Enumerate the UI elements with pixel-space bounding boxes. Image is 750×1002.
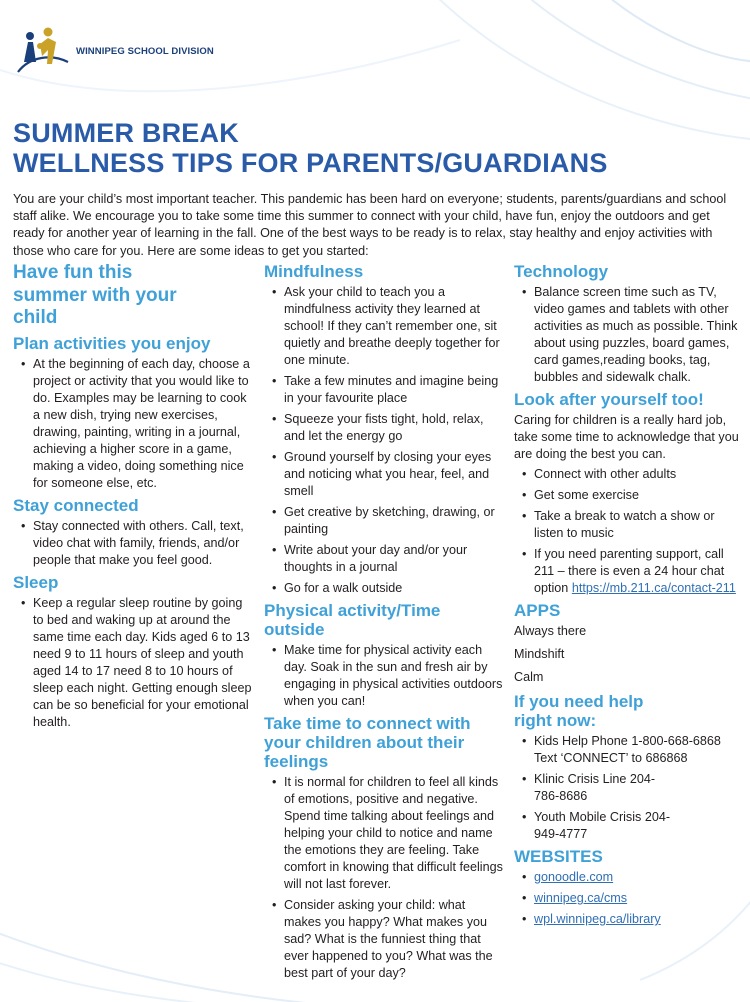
mindfulness-heading: Mindfulness	[264, 262, 364, 281]
website-link[interactable]: wpl.winnipeg.ca/library	[534, 912, 661, 926]
list-item: • Write about your day and/or your thoughts in a journal	[264, 542, 504, 576]
stay-connected-list	[13, 518, 253, 569]
list-item: • Get some exercise	[514, 487, 744, 504]
apps-list	[514, 623, 744, 686]
physical-activity-list	[264, 642, 504, 710]
list-item: • Keep a regular sleep routine by going to bed and waking up at around the same time each day. Kids aged 6 to 13 need 9 to 11 hours of sleep and youth aged 14 to 17 need 8 to 10 hours of sleep each night. Getting enough sleep can be so beneficial for your emotional health.	[13, 595, 253, 731]
list-item: • Connect with other adults	[514, 466, 744, 483]
list-item: • It is normal for children to feel all kinds of emotions, positive and negative. Spend time talking about feelings and helping your child to notice and name the emotions they are feeling. Take comfort in knowing that difficult feelings will not last forever.	[264, 774, 504, 893]
list-item: • Youth Mobile Crisis 204-949-4777	[514, 809, 674, 843]
list-item: • Balance screen time such as TV, video games and tablets with other activities as much as possible. Think about using puzzles, board games, card games,reading books, tag, bubbles and sidewalk chalk.	[514, 284, 744, 386]
sleep-heading: Sleep	[13, 572, 59, 592]
technology-list	[514, 284, 744, 386]
connect-feelings-heading: Take time to connect with your children about their feelings	[264, 714, 471, 771]
list-item	[514, 869, 744, 886]
list-item: • Take a few minutes and imagine being in your favourite place	[264, 373, 504, 407]
contact-211-link[interactable]: https://mb.211.ca/contact-211	[571, 581, 736, 595]
list-item: • Consider asking your child: what makes you happy? What makes you sad? What is the funniest thing that ever happened to you? What was the best part of your day?	[264, 897, 504, 982]
look-after-text: Caring for children is a really hard job, take some time to acknowledge that you are doing the best you can.	[514, 413, 739, 461]
parenting-support-text: If you need parenting support, call 211 – there is even a 24 hour chat option	[534, 547, 725, 595]
app-item: Calm	[514, 670, 544, 684]
list-item: • Kids Help Phone 1-800-668-6868 Text ‘CONNECT’ to 686868	[514, 733, 734, 767]
apps-heading: APPS	[514, 601, 561, 620]
list-item	[514, 911, 744, 928]
look-after-list	[514, 466, 744, 597]
list-item: • Get creative by sketching, drawing, or painting	[264, 504, 504, 538]
website-link[interactable]: winnipeg.ca/cms	[534, 891, 628, 905]
list-item: • Take a break to watch a show or listen to music	[514, 508, 744, 542]
family-logo-icon	[14, 26, 70, 76]
list-item: • Ask your child to teach you a mindfulness activity they learned at school! If they can’t remember one, sit quietly and breathe deeply together for one minute.	[264, 284, 504, 369]
column-2	[264, 262, 504, 986]
websites-heading: WEBSITES	[514, 847, 603, 866]
app-item: Mindshift	[514, 647, 565, 661]
physical-activity-heading: Physical activity/Time outside	[264, 601, 441, 639]
list-item: • Squeeze your fists tight, hold, relax, and let the energy go	[264, 411, 504, 445]
technology-heading: Technology	[514, 262, 609, 281]
org-name: WINNIPEG SCHOOL DIVISION	[76, 45, 214, 57]
plan-activities-heading: Plan activities you enjoy	[13, 333, 211, 353]
list-item: • Make time for physical activity each day. Soak in the sun and fresh air by engaging in physical activities outdoors when you can!	[264, 642, 504, 710]
have-fun-heading: Have fun this summer with your child	[13, 262, 177, 328]
website-link[interactable]: gonoodle.com	[534, 870, 614, 884]
list-item	[514, 546, 744, 597]
sleep-list	[13, 595, 253, 731]
list-item: • Go for a walk outside	[264, 580, 504, 597]
plan-activities-list	[13, 356, 253, 492]
app-item: Always there	[514, 624, 587, 638]
look-after-heading: Look after yourself too!	[514, 390, 704, 409]
intro-paragraph: You are your child’s most important teacher. This pandemic has been hard on everyone; students, parents/guardians and school staff alike. We encourage you to take some time this summer to connect with your child, have fun, enjoy the outdoors and get ready for another year of learning in the fall. One of the best ways to be ready is to relax, stay healthy and enjoy activities with those who care for you. Here are some ideas to get you started:	[13, 192, 727, 258]
websites-list	[514, 869, 744, 928]
page-title	[13, 118, 608, 178]
connect-feelings-list	[264, 774, 504, 982]
school-division-logo	[14, 26, 214, 76]
mindfulness-list	[264, 284, 504, 597]
title-line-1: SUMMER BREAK	[13, 118, 239, 148]
column-3	[514, 262, 744, 932]
stay-connected-heading: Stay connected	[13, 495, 139, 515]
help-list	[514, 733, 744, 843]
list-item: • At the beginning of each day, choose a project or activity that you would like to do. Examples may be learning to cook a new dish, trying new exercises, drawing, painting, writing in a journal, achieving a higher score in a game, making a video, doing something nice for someone else, etc.	[13, 356, 253, 492]
list-item: • Ground yourself by closing your eyes and noticing what you hear, feel, and smell	[264, 449, 504, 500]
list-item	[514, 890, 744, 907]
help-heading: If you need help right now:	[514, 692, 644, 730]
title-line-2: WELLNESS TIPS FOR PARENTS/GUARDIANS	[13, 148, 608, 178]
list-item: • Klinic Crisis Line 204-786-8686	[514, 771, 674, 805]
column-1	[13, 262, 253, 735]
list-item: • Stay connected with others. Call, text, video chat with family, friends, and/or people that make you feel good.	[13, 518, 253, 569]
